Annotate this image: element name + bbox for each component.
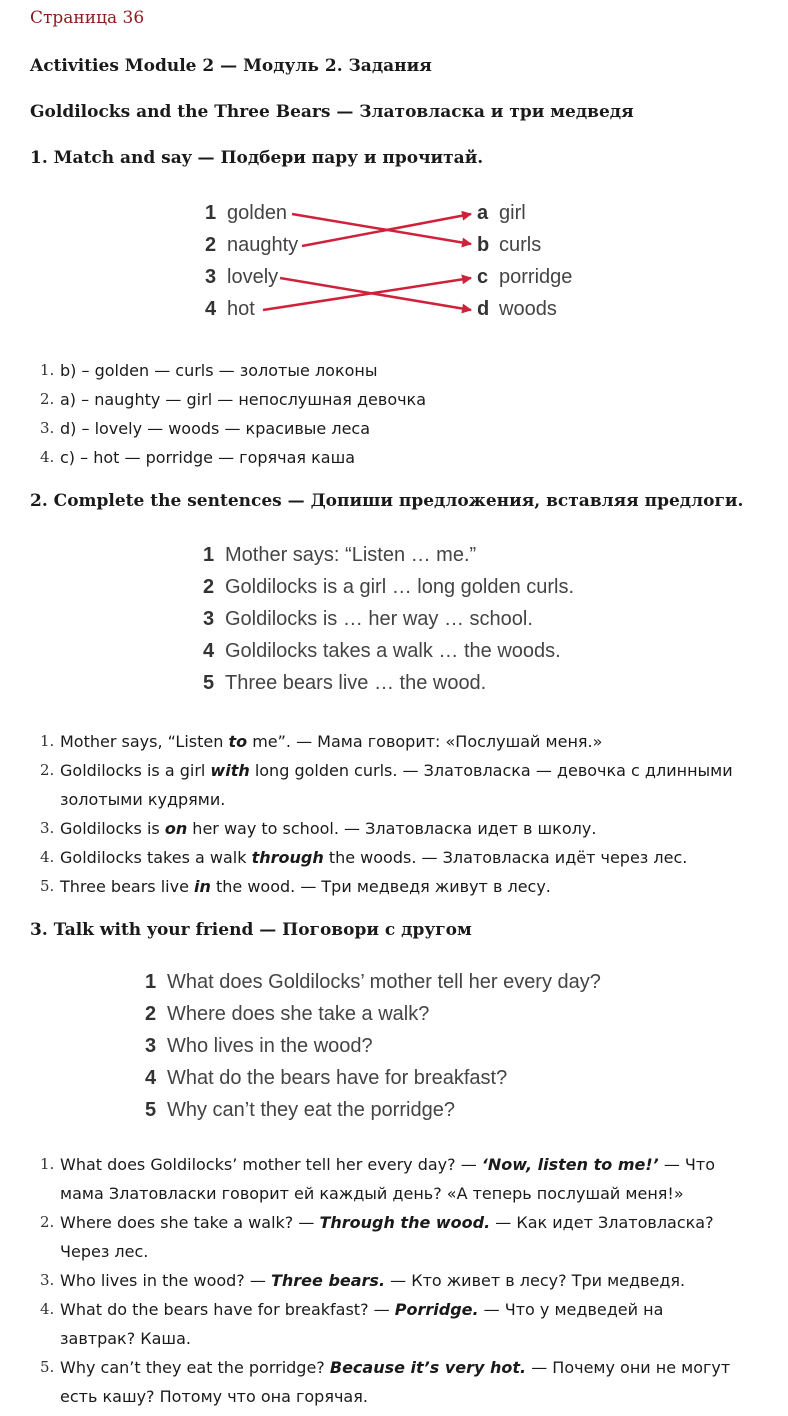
ex3-questions-image xyxy=(145,971,645,1131)
ex3-question: 5 Why can’t they eat the porridge? xyxy=(145,1099,455,1121)
ex1-heading: 1. Match and say — Подбери пару и прочитай. xyxy=(30,148,484,168)
ex2-answer-list xyxy=(40,727,740,901)
story-title: Goldilocks and the Three Bears — Златовласка и три медведя xyxy=(30,102,634,122)
ex3-question: 3 Who lives in the wood? xyxy=(145,1035,373,1057)
ex1-right-item: c porridge xyxy=(477,266,573,288)
list-item: 4. Goldilocks takes a walk through the woods. — Златовласка идёт через лес. xyxy=(40,848,688,867)
ex1-right-item: d woods xyxy=(477,298,557,320)
list-item: 3. d) – lovely — woods — красивые леса xyxy=(40,419,371,438)
ex2-sentence: 2 Goldilocks is a girl … long golden curls. xyxy=(203,576,575,598)
list-item: 2. Goldilocks is a girl with long golden curls. — Златовласка — девочка с длинными золотыми кудрями. xyxy=(40,761,733,809)
list-item: 1. Mother says, “Listen to me”. — Мама говорит: «Послушай меня.» xyxy=(40,732,603,751)
page-number-link[interactable]: Страница 36 xyxy=(30,8,145,28)
ex1-left-item: 3 lovely xyxy=(205,266,279,288)
ex1-match-arrows xyxy=(195,195,485,325)
ex2-sentence: 1 Mother says: “Listen … me.” xyxy=(203,544,477,566)
list-item: 1. What does Goldilocks’ mother tell her every day? — ‘Now, listen to me!’ — Что мама Златовласки говорит ей каждый день? «А теперь послушай меня!» xyxy=(40,1155,715,1203)
ex2-sentence: 5 Three bears live … the wood. xyxy=(203,672,487,694)
ex2-sentences-image xyxy=(203,544,623,704)
ex3-question: 2 Where does she take a walk? xyxy=(145,1003,430,1025)
list-item: 1. b) – golden — curls — золотые локоны xyxy=(40,361,378,380)
ex3-answer-list xyxy=(40,1150,740,1411)
list-item: 5. Why can’t they eat the porridge? Because it’s very hot. — Почему они не могут есть кашу? Потому что она горячая. xyxy=(40,1358,731,1406)
ex1-right-item: a girl xyxy=(477,202,526,224)
list-item: 5. Three bears live in the wood. — Три медведя живут в лесу. xyxy=(40,877,551,896)
list-item: 2. a) – naughty — girl — непослушная девочка xyxy=(40,390,427,409)
ex3-question: 1 What does Goldilocks’ mother tell her every day? xyxy=(145,971,601,993)
list-item: 4. What do the bears have for breakfast? — Porridge. — Что у медведей на завтрак? Каша. xyxy=(40,1300,664,1348)
ex3-heading: 3. Talk with your friend — Поговори с другом xyxy=(30,920,472,940)
ex2-sentence: 3 Goldilocks is … her way … school. xyxy=(203,608,533,630)
module-title: Activities Module 2 — Модуль 2. Задания xyxy=(30,56,432,76)
list-item: 3. Goldilocks is on her way to school. — Златовласка идет в школу. xyxy=(40,819,597,838)
ex1-left-item: 2 naughty xyxy=(205,234,299,256)
ex1-right-item: b curls xyxy=(477,234,542,256)
list-item: 3. Who lives in the wood? — Three bears. — Кто живет в лесу? Три медведя. xyxy=(40,1271,686,1290)
ex3-question: 4 What do the bears have for breakfast? xyxy=(145,1067,508,1089)
ex2-heading: 2. Complete the sentences — Допиши предложения, вставляя предлоги. xyxy=(30,491,744,511)
list-item: 2. Where does she take a walk? — Through the wood. — Как идет Златовласка? Через лес. xyxy=(40,1213,714,1261)
ex1-answer-list xyxy=(40,356,760,472)
ex1-left-item: 4 hot xyxy=(205,298,255,320)
ex1-left-item: 1 golden xyxy=(205,202,288,224)
ex2-sentence: 4 Goldilocks takes a walk … the woods. xyxy=(203,640,561,662)
list-item: 4. c) – hot — porridge — горячая каша xyxy=(40,448,356,467)
